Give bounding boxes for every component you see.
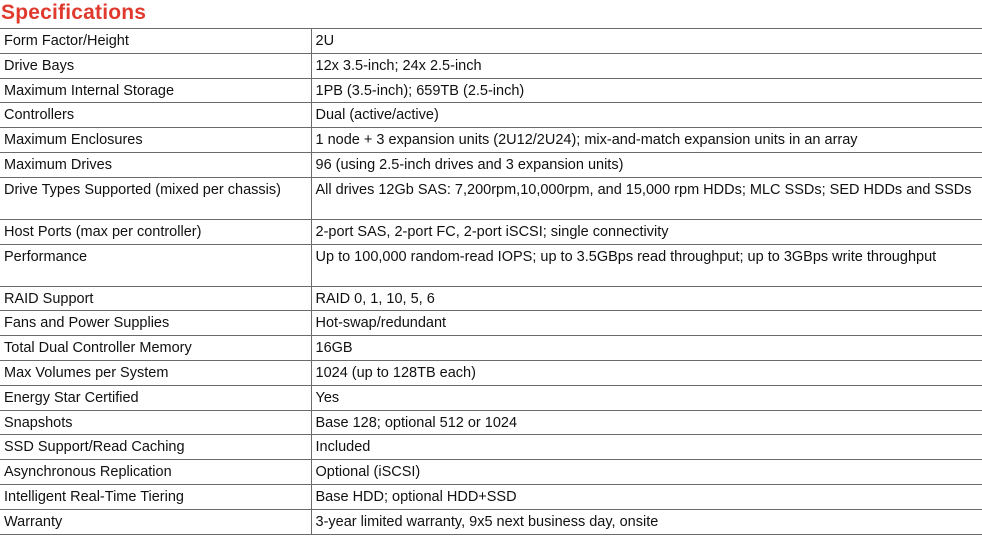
spec-value: Base 128; optional 512 or 1024 <box>311 410 982 435</box>
table-row <box>0 360 982 385</box>
spec-name: Snapshots <box>0 410 311 435</box>
spec-name: Drive Types Supported (mixed per chassis) <box>0 177 311 219</box>
spec-value: 1PB (3.5-inch); 659TB (2.5-inch) <box>311 78 982 103</box>
spec-name: SSD Support/Read Caching <box>0 435 311 460</box>
spec-name: Maximum Drives <box>0 152 311 177</box>
table-row <box>0 460 982 485</box>
spec-value: RAID 0, 1, 10, 5, 6 <box>311 286 982 311</box>
spec-value: 2-port SAS, 2-port FC, 2-port iSCSI; single connectivity <box>311 219 982 244</box>
spec-name: Host Ports (max per controller) <box>0 219 311 244</box>
spec-value: 16GB <box>311 336 982 361</box>
spec-name: Energy Star Certified <box>0 385 311 410</box>
spec-name: Drive Bays <box>0 53 311 78</box>
spec-name: Max Volumes per System <box>0 360 311 385</box>
spec-value: Base HDD; optional HDD+SSD <box>311 484 982 509</box>
spec-value: 12x 3.5-inch; 24x 2.5-inch <box>311 53 982 78</box>
table-row <box>0 484 982 509</box>
spec-value: All drives 12Gb SAS: 7,200rpm,10,000rpm, and 15,000 rpm HDDs; MLC SSDs; SED HDDs and SSDs <box>311 177 982 219</box>
spec-name: Maximum Enclosures <box>0 128 311 153</box>
spec-name: Asynchronous Replication <box>0 460 311 485</box>
spec-name: Fans and Power Supplies <box>0 311 311 336</box>
spec-value: 1 node + 3 expansion units (2U12/2U24); mix-and-match expansion units in an array <box>311 128 982 153</box>
spec-name: Total Dual Controller Memory <box>0 336 311 361</box>
specifications-table <box>0 28 982 535</box>
spec-value: Yes <box>311 385 982 410</box>
table-row <box>0 410 982 435</box>
spec-name: Form Factor/Height <box>0 29 311 54</box>
table-row <box>0 385 982 410</box>
spec-value: Dual (active/active) <box>311 103 982 128</box>
table-row <box>0 435 982 460</box>
table-row <box>0 152 982 177</box>
table-row <box>0 286 982 311</box>
table-row <box>0 53 982 78</box>
table-row <box>0 244 982 286</box>
spec-value: 96 (using 2.5-inch drives and 3 expansion units) <box>311 152 982 177</box>
page-title: Specifications <box>1 1 147 24</box>
spec-value: 1024 (up to 128TB each) <box>311 360 982 385</box>
spec-value: 3-year limited warranty, 9x5 next business day, onsite <box>311 509 982 534</box>
spec-name: Controllers <box>0 103 311 128</box>
spec-value: Up to 100,000 random-read IOPS; up to 3.5GBps read throughput; up to 3GBps write throughput <box>311 244 982 286</box>
table-row <box>0 103 982 128</box>
spec-name: Intelligent Real-Time Tiering <box>0 484 311 509</box>
table-row <box>0 128 982 153</box>
table-row <box>0 509 982 534</box>
table-row <box>0 78 982 103</box>
spec-name: Performance <box>0 244 311 286</box>
table-row <box>0 336 982 361</box>
spec-value: Included <box>311 435 982 460</box>
spec-value: 2U <box>311 29 982 54</box>
table-row <box>0 177 982 219</box>
spec-name: Maximum Internal Storage <box>0 78 311 103</box>
table-row <box>0 311 982 336</box>
spec-value: Optional (iSCSI) <box>311 460 982 485</box>
table-row <box>0 29 982 54</box>
spec-name: RAID Support <box>0 286 311 311</box>
table-row <box>0 219 982 244</box>
spec-value: Hot-swap/redundant <box>311 311 982 336</box>
spec-name: Warranty <box>0 509 311 534</box>
